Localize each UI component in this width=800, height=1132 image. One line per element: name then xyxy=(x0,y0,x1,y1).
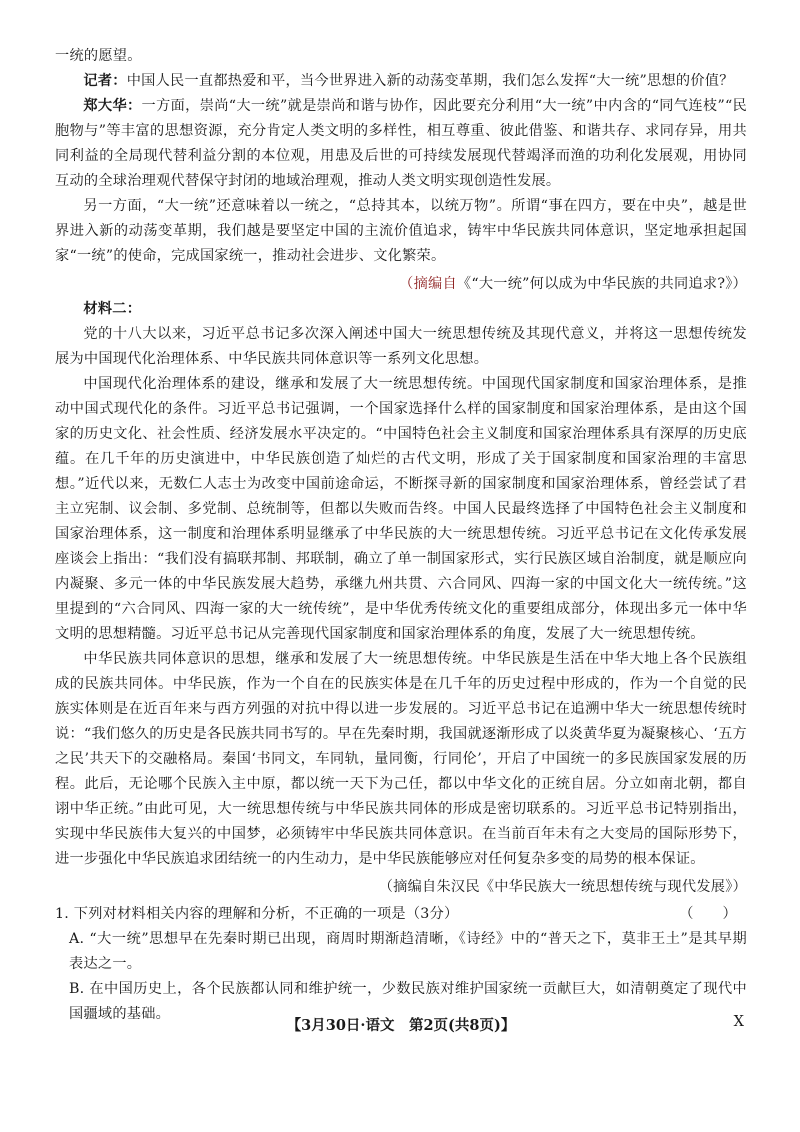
material-2-paragraph-3: 中华民族共同体意识的思想，继承和发展了大一统思想传统。中华民族是生活在中华大地上各个民族组成的民族共同体。中华民族，作为一个自在的民族实体是在几千年的历史过程中形成的，作为一个自觉的民族实体则是在近百年来与西方列强的对抗中得以进一步发展的。习近平总书记在追溯中华大一统思想传统时说：“我们悠久的历史是各民族共同书写的。早在先秦时期，我国就逐渐形成了以炎黄华夏为凝聚核心、‘五方之民’共天下的交融格局。秦国‘书同文，车同轨，量同衡，行同伦’，开启了中国统一的多民族国家发展的历程。此后，无论哪个民族入主中原，都以统一天下为己任，都以中华文化的正统自居。分立如南北朝，都自诩中华正统。”由此可见，大一统思想传统与中华民族共同体的形成是密切联系的。习近平总书记特别指出，实现中华民族伟大复兴的中国梦，必须铸牢中华民族共同体意识。在当前百年未有之大变局的国际形势下，进一步强化中华民族追求团结统一的内生动力，是中华民族能够应对任何复杂多变的局势的根本保证。 xyxy=(55,651,747,867)
question-text: 中国人民一直都热爱和平，当今世界进入新的动荡变革期，我们怎么发挥“大一统”思想的价值？ xyxy=(126,73,734,89)
question-stem-line xyxy=(55,902,747,927)
continued-line: 一统的愿望。 xyxy=(55,48,142,64)
option-b: B. 在中国历史上，各个民族都认同和维护统一，少数民族对维护国家统一贡献巨大，如清朝奠定了现代中国疆域的基础。 xyxy=(69,981,747,1022)
page-content xyxy=(55,44,747,1027)
interview-answer xyxy=(55,94,747,194)
page-footer: 【3月30日·语文 第2页(共8页)】 xyxy=(286,1017,516,1034)
material-2-paragraph-2: 中国现代化治理体系的建设，继承和发展了大一统思想传统。中国现代国家制度和国家治理体系，是推动中国式现代化的条件。习近平总书记强调，一个国家选择什么样的国家制度和国家治理体系，是由这个国家的历史文化、社会性质、经济发展水平决定的。“中国特色社会主义制度和国家治理体系具有深厚的历史底蕴。在几千年的历史演进中，中华民族创造了灿烂的古代文明，形成了关于国家制度和国家治理的丰富思想。”近代以来，无数仁人志士为改变中国前途命运，不断探寻新的国家制度和国家治理体系，曾经尝试了君主立宪制、议会制、多党制、总统制等，但都以失败而告终。中国人民最终选择了中国特色社会主义制度和国家治理体系，这一制度和治理体系明显继承了中华民族的大一统思想传统。习近平总书记在文化传承发展座谈会上指出：“我们没有搞联邦制、邦联制，确立了单一制国家形式，实行民族区域自治制度，就是顺应向内凝聚、多元一体的中华民族发展大趋势，承继九州共贯、六合同风、四海一家的中国文化大一统传统。”这里提到的“六合同风、四海一家的大一统传统”，是中华优秀传统文化的重要组成部分，体现出多元一体中华文明的思想精髓。习近平总书记从完善现代国家制度和国家治理体系的角度，发展了大一统思想传统。 xyxy=(55,376,747,642)
source-citation-1 xyxy=(55,272,747,297)
source-citation-2: （摘编自朱汉民《中华民族大一统思想传统与现代发展》） xyxy=(378,879,747,895)
source-prefix: （摘编自 xyxy=(399,276,457,292)
material-2-paragraph-1: 党的十八大以来，习近平总书记多次深入阐述中国大一统思想传统及其现代意义，并将这一思想传统发展为中国现代化治理体系、中华民族共同体意识等一系列文化思想。 xyxy=(55,326,747,367)
question-stem: 1. 下列对材料相关内容的理解和分析，不正确的一项是（3分） xyxy=(55,906,459,922)
question-speaker: 记者： xyxy=(83,73,127,89)
answer-speaker: 郑大华： xyxy=(83,98,142,114)
interview-question xyxy=(55,69,747,94)
source-title: 《“大一统”何以成为中华民族的共同追求?》） xyxy=(456,276,747,292)
footer-mark: X xyxy=(733,1014,744,1030)
answer-parentheses: （ ） xyxy=(679,906,737,922)
material-2-heading: 材料二： xyxy=(83,301,142,317)
option-a: A. “大一统”思想早在先秦时期已出现，商周时期渐趋清晰，《诗经》中的“普天之下，莫非王土”是其早期表达之一。 xyxy=(69,931,747,972)
question-1 xyxy=(55,902,747,1027)
answer-text: 一方面，崇尚“大一统”就是崇尚和谐与协作，因此要充分利用“大一统”中内含的“同气连枝”“民胞物与”等丰富的思想资源，充分肯定人类文明的多样性，相互尊重、彼此借鉴、和谐共存、求同存异，用共同利益的全局现代替利益分割的本位观，用患及后世的可持续发展现代替竭泽而渔的功利化发展观，用协同互动的全球治理观代替保守封闭的地域治理观，推动人类文明实现创造性发展。 xyxy=(55,98,747,189)
answer-paragraph-2: 另一方面，“大一统”还意味着以一统之，“总持其本，以统万物”。所谓“事在四方，要在中央”，越是世界进入新的动荡变革期，我们越是要坚定中国的主流价值追求，铸牢中华民族共同体意识，坚定地承担起国家“一统”的使命，完成国家统一，推动社会进步、文化繁荣。 xyxy=(55,198,747,264)
